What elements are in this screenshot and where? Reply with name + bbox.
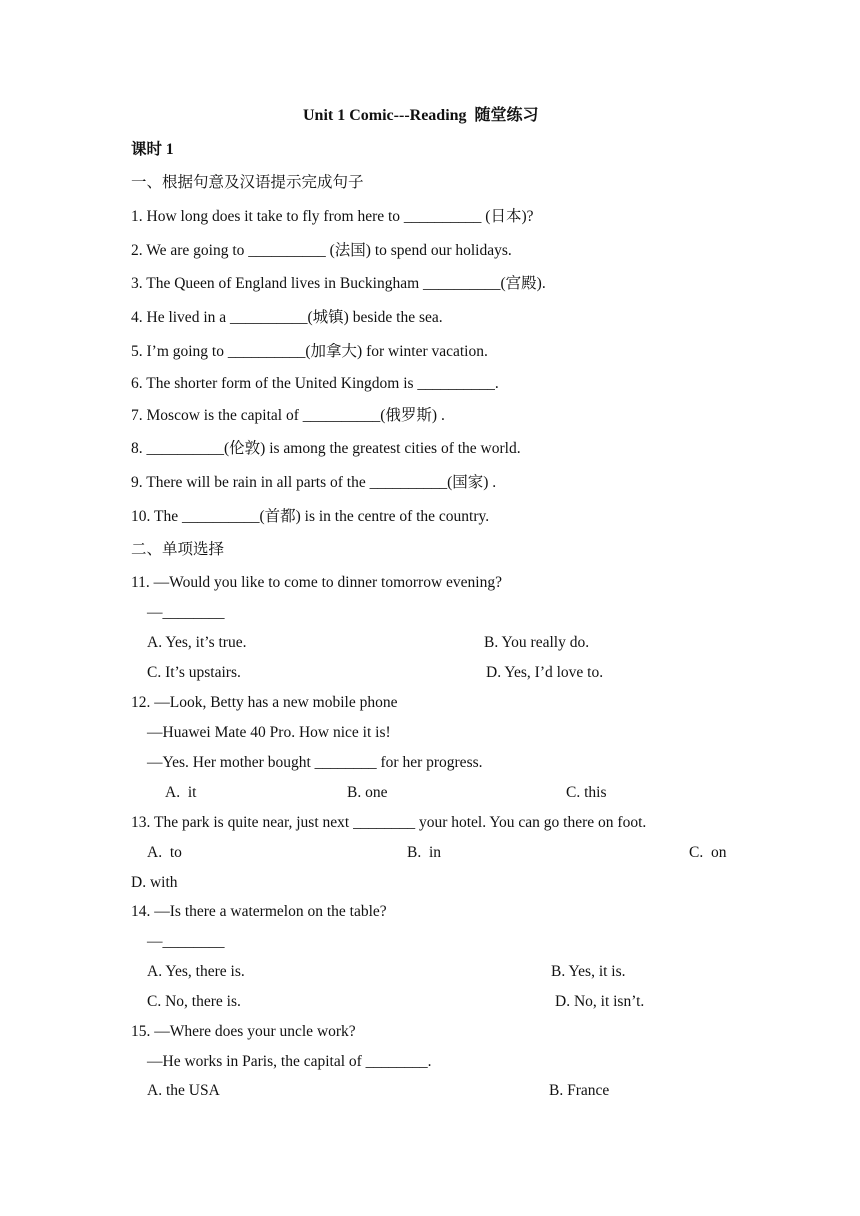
- question-7: 7. Moscow is the capital of __________(俄罗斯) .: [131, 407, 445, 424]
- question-11-option-c: C. It’s upstairs.: [147, 664, 241, 681]
- question-11-answer-line: —________: [147, 604, 225, 621]
- question-15-option-b: B. France: [549, 1082, 610, 1099]
- question-11-option-d: D. Yes, I’d love to.: [486, 664, 604, 681]
- question-13-option-d: D. with: [131, 874, 178, 891]
- question-10: 10. The __________(首都) is in the centre of the country.: [131, 508, 490, 525]
- question-8: 8. __________(伦敦) is among the greatest cities of the world.: [131, 440, 521, 457]
- question-15-option-a: A. the USA: [147, 1082, 220, 1099]
- question-13-option-a: A. to: [147, 844, 182, 861]
- question-12-line3: —Yes. Her mother bought ________ for her progress.: [147, 754, 483, 771]
- section1-heading: 一、根据句意及汉语提示完成句子: [131, 174, 364, 191]
- question-13-option-c: C. on: [689, 844, 727, 861]
- question-12-stem: 12. —Look, Betty has a new mobile phone: [131, 694, 398, 711]
- question-11-stem: 11. —Would you like to come to dinner tomorrow evening?: [131, 574, 502, 591]
- question-14-option-d: D. No, it isn’t.: [555, 993, 645, 1010]
- question-1: 1. How long does it take to fly from here to __________ (日本)?: [131, 208, 534, 225]
- question-12-option-a: A. it: [165, 784, 197, 801]
- question-12-line2: —Huawei Mate 40 Pro. How nice it is!: [147, 724, 391, 741]
- question-2: 2. We are going to __________ (法国) to spend our holidays.: [131, 242, 512, 259]
- question-12-option-c: C. this: [566, 784, 607, 801]
- question-14-option-b: B. Yes, it is.: [551, 963, 626, 980]
- question-13-stem: 13. The park is quite near, just next ________ your hotel. You can go there on foot.: [131, 814, 647, 831]
- question-13-option-b: B. in: [407, 844, 442, 861]
- question-12-option-b: B. one: [347, 784, 388, 801]
- question-14-stem: 14. —Is there a watermelon on the table?: [131, 903, 387, 920]
- question-6: 6. The shorter form of the United Kingdom is __________.: [131, 375, 499, 392]
- question-5: 5. I’m going to __________(加拿大) for winter vacation.: [131, 343, 488, 360]
- question-14-answer-line: —________: [147, 933, 225, 950]
- question-15-stem: 15. —Where does your uncle work?: [131, 1023, 356, 1040]
- question-9: 9. There will be rain in all parts of the __________(国家) .: [131, 474, 497, 491]
- question-11-option-a: A. Yes, it’s true.: [147, 634, 247, 651]
- lesson-label: 课时 1: [131, 141, 174, 158]
- question-15-line2: —He works in Paris, the capital of ________.: [147, 1053, 432, 1070]
- question-4: 4. He lived in a __________(城镇) beside the sea.: [131, 309, 443, 326]
- question-11-option-b: B. You really do.: [484, 634, 590, 651]
- question-14-option-a: A. Yes, there is.: [147, 963, 245, 980]
- section2-heading: 二、单项选择: [131, 541, 225, 558]
- page-title: Unit 1 Comic---Reading 随堂练习: [303, 107, 539, 124]
- question-3: 3. The Queen of England lives in Buckingham __________(宫殿).: [131, 275, 546, 292]
- question-14-option-c: C. No, there is.: [147, 993, 241, 1010]
